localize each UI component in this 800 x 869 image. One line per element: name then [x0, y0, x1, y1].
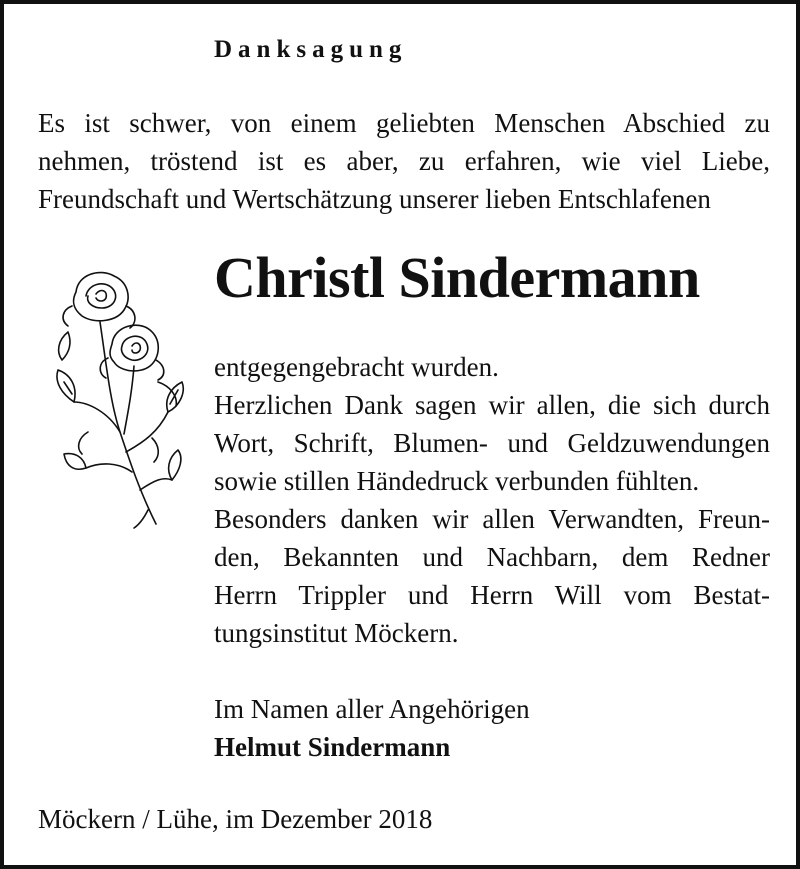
intro-line: Freundschaft und Wertschätzung unserer lieben Entschlafenen [38, 184, 711, 214]
rose-illustration [48, 262, 188, 536]
closing-line: Im Namen aller Angehörigen [214, 694, 530, 724]
deceased-name: Christl Sindermann [214, 245, 700, 310]
place-date: Möckern / Lühe, im Dezember 2018 [38, 804, 433, 834]
intro-line: Es ist schwer, von einem geliebten Menschen Abschied zu [38, 108, 770, 138]
body-line: den, Bekannten und Nachbarn, dem Redner [214, 542, 770, 572]
signature: Helmut Sindermann [214, 732, 451, 762]
body-line: tungsinstitut Möckern. [214, 618, 459, 648]
intro-paragraph [38, 104, 770, 218]
thanks-paragraph [214, 348, 770, 652]
body-line: Wort, Schrift, Blumen- und Geldzuwendungen [214, 428, 770, 458]
intro-line: nehmen, tröstend ist es aber, zu erfahren, wie viel Liebe, [38, 146, 770, 176]
body-line: sowie stillen Händedruck verbunden fühlten. [214, 466, 700, 496]
notice-heading: Danksagung [214, 36, 408, 63]
body-line: Herrn Trippler und Herrn Will vom Bestat- [214, 580, 770, 610]
body-line: Herzlichen Dank sagen wir allen, die sich durch [214, 390, 770, 420]
body-line: Besonders danken wir allen Verwandten, Freun- [214, 504, 770, 534]
body-line: entgegengebracht wurden. [214, 352, 499, 382]
closing-block [214, 690, 530, 766]
